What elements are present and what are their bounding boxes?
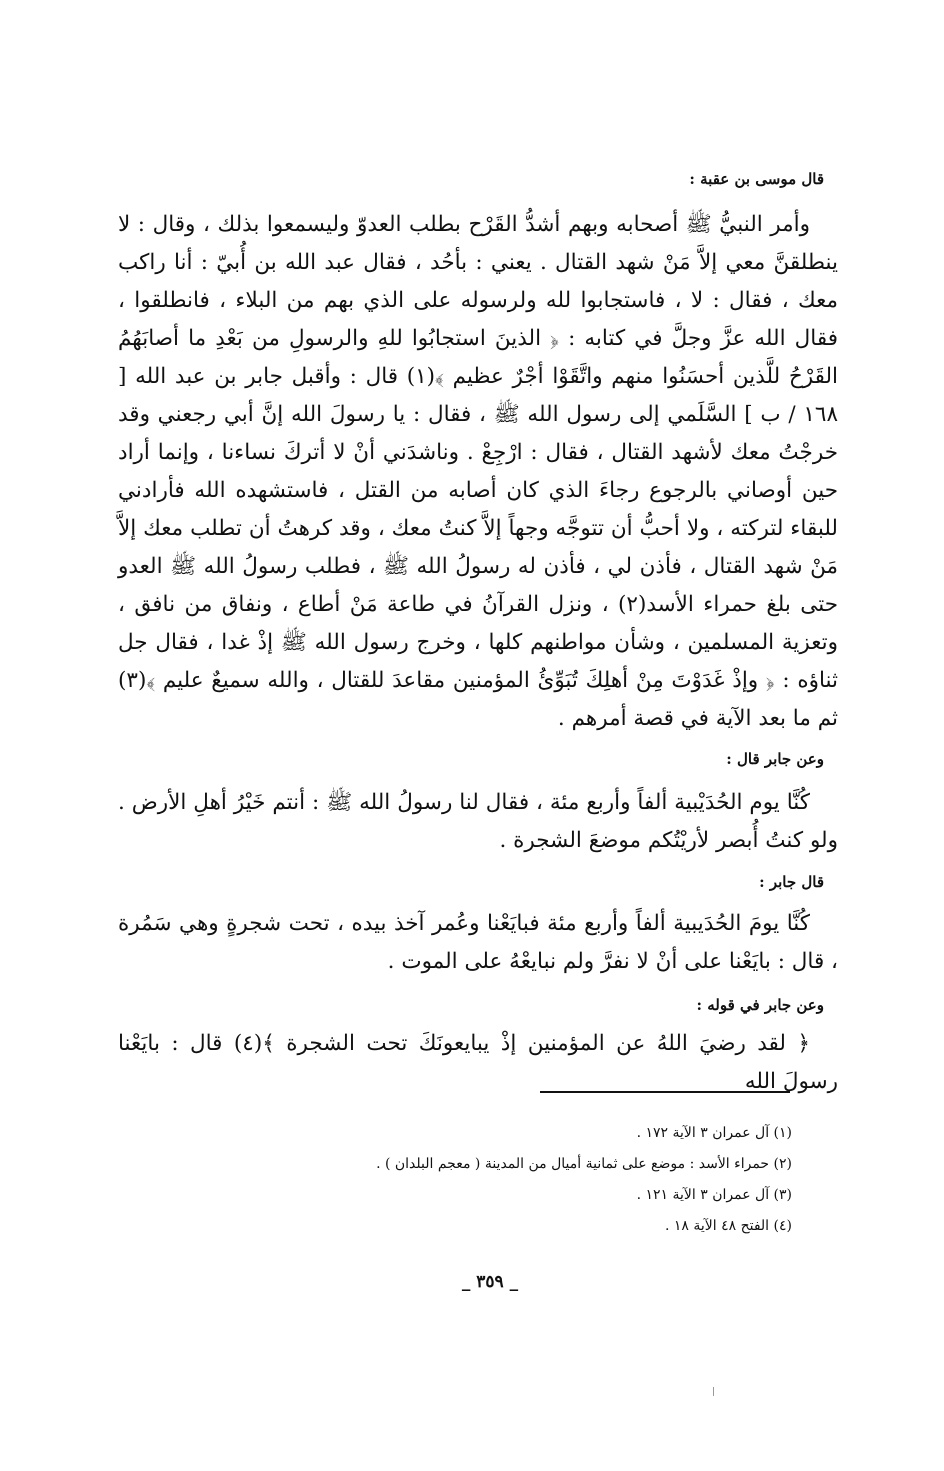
paragraph-text: كُنَّا يوم الحُدَيْبية ألفاً وأربع مئة ، فقال لنا رسولُ الله ﷺ : أنتم خَيْرُ أهلِ الأرض . ولو كنتُ أُبصر لأريْتُكم موضعَ الشجرة . (118, 790, 838, 853)
page-number: _ ٣٥٩ _ (461, 1272, 519, 1292)
section-heading-musa-ibn-uqba: قال موسى بن عقبة : (689, 170, 824, 188)
paragraph-text: كُنَّا يومَ الحُدَيبية ألفاً وأربع مئة فبايَعْنا وعُمر آخذ بيده ، تحت شجرةٍ وهي سَمُرة ، قال : بايَعْنا على أنْ لا نفرَّ ولم نبايعْهُ على الموت . (118, 911, 838, 974)
hadith-paragraph-2 (118, 905, 838, 981)
verse-paragraph (118, 1025, 838, 1101)
footnote-4: (٤) الفتح ٤٨ الآية ١٨ . (664, 1218, 792, 1234)
section-heading-jabir-said: وعن جابر قال : (726, 750, 824, 768)
footnote-3: (٣) آل عمران ٣ الآية ١٢١ . (636, 1187, 792, 1203)
paragraph-text: ﴿ لقد رضيَ اللهُ عن المؤمنين إذْ يبايعونَكَ تحت الشجرة ﴾(٤) قال : بايَعْنا رسولَ الله (118, 1031, 838, 1094)
section-heading-jabir: قال جابر : (759, 873, 824, 891)
footnote-1: (١) آل عمران ٣ الآية ١٧٢ . (636, 1125, 792, 1141)
footnote-2: (٢) حمراء الأسد : موضع على ثمانية أميال من المدينة ( معجم البلدان ) . (376, 1156, 792, 1172)
scan-speck (713, 1387, 714, 1396)
paragraph-text: وأمر النبيُّ ﷺ أصحابه وبهم أشدُّ القَرْح بطلب العدوّ وليسمعوا بذلك ، وقال : لا ينطلقنَّ معي إلاَّ مَنْ شهد القتال . يعني : بأحُد ، فقال عبد الله بن أُبيّ : أنا راكب معك ، فقال : لا ، فاستجابوا لله ولرسوله على الذي بهم من البلاء ، فانطلقوا ، فقال الله عزَّ وجلَّ في كتابه : ﴿ الذينَ استجابُوا للهِ والرسولِ من بَعْدِ ما أصابَهُمُ القَرْحُ للَّذين أحسَنُوا منهم واتَّقَوْا أجْرٌ عظيم ﴾(١) قال : وأقبل جابر بن عبد الله [ ١٦٨ / ب ] السَّلَمي إلى رسول الله ﷺ ، فقال : يا رسولَ الله إنَّ أبي رجعني وقد خرجْتُ معك لأشهد القتال ، فقال : ارْجِعْ . وناشدَني أنْ لا أتركَ نساءنا ، وإنما أراد حين أوصاني بالرجوع رجاءَ الذي كان أصابه من القتل ، فاستشهده الله فأرادني للبقاء لتركته ، ولا أحبُّ أن تتوجَّه وجهاً إلاَّ كنتُ معك ، وقد كرهتُ أن تطلب معك إلاَّ مَنْ شهد القتال ، فأذن لي ، فأذن له رسولُ الله ﷺ ، فطلب رسولُ الله ﷺ العدو حتى بلغ حمراء الأسد(٢) ، ونزل القرآنُ في طاعة مَنْ أطاع ، ونفاق من نافق ، وتعزية المسلمين ، وشأن مواطنهم كلها ، وخرج رسول الله ﷺ إذْ غدا ، فقال جل ثناؤه : ﴿ وإذْ غَدَوْتَ مِنْ أهلِكَ تُبَوِّئُ المؤمنين مقاعدَ للقتال ، والله سميعٌ عليم ﴾(٣) ثم ما بعد الآية في قصة أمرهم . (118, 212, 839, 731)
main-paragraph (118, 206, 838, 738)
hadith-paragraph-1 (118, 784, 838, 860)
section-heading-jabir-on-verse: وعن جابر في قوله : (696, 996, 824, 1014)
footnotes (172, 1118, 792, 1242)
footnote-divider (540, 1091, 790, 1093)
